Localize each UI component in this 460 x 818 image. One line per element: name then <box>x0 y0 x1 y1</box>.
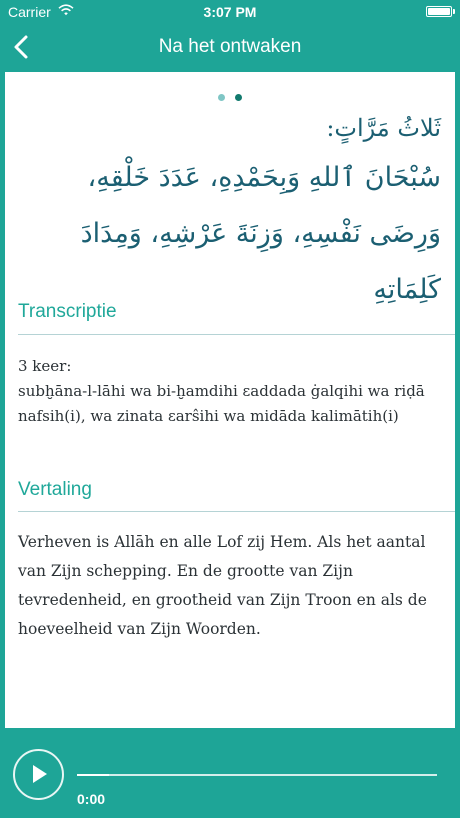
elapsed-time: 0:00 <box>77 791 106 807</box>
translation-text: Verheven is Allāh en alle Lof zij Hem. Als het aantal van Zijn schepping. En de grootte van Zijn tevredenheid, en grootheid van Zijn Troon en als de hoeveelheid van Zijn Woorden. <box>18 533 427 638</box>
progress-fill <box>77 774 109 776</box>
arabic-dua-text: سُبْحَانَ ٱللهِ وَبِحَمْدِهِ، عَدَدَ خَلْقِهِ، وَرِضَى نَفْسِهِ، وَزِنَةَ عَرْشِهِ، وَمِدَادَ كَلِمَاتِهِ <box>80 162 441 305</box>
audio-player <box>0 730 460 818</box>
play-button[interactable] <box>13 749 64 800</box>
page-title: Na het ontwaken <box>158 36 302 57</box>
transcription-count: 3 keer: <box>18 357 72 375</box>
clock: 3:07 PM <box>203 4 257 20</box>
arabic-text-block <box>21 106 441 318</box>
play-icon <box>32 764 48 784</box>
content-card <box>5 72 455 728</box>
arabic-repeat-count: ثَلاثُ مَرَّاتٍ: <box>326 114 441 142</box>
battery-icon <box>426 6 452 17</box>
navigation-bar <box>0 24 460 70</box>
divider <box>18 511 455 512</box>
page-dot-1[interactable] <box>218 94 225 101</box>
divider <box>18 334 455 335</box>
carrier-label: Carrier <box>8 4 51 20</box>
transcription-heading: Transcriptie <box>18 301 117 322</box>
page-dot-2[interactable] <box>235 94 242 101</box>
translation-heading: Vertaling <box>18 479 92 500</box>
status-bar <box>0 0 460 24</box>
transcription-block <box>18 354 443 429</box>
transcription-text: subḫāna-l-lāhi wa bi-ḫamdihi ɛaddada ġalqihi wa riḍā nafsih(i), wa zinata ɛarŝihi wa midāda kalimātih(i) <box>18 382 425 425</box>
progress-slider[interactable] <box>77 774 437 776</box>
page-indicator <box>5 88 455 106</box>
